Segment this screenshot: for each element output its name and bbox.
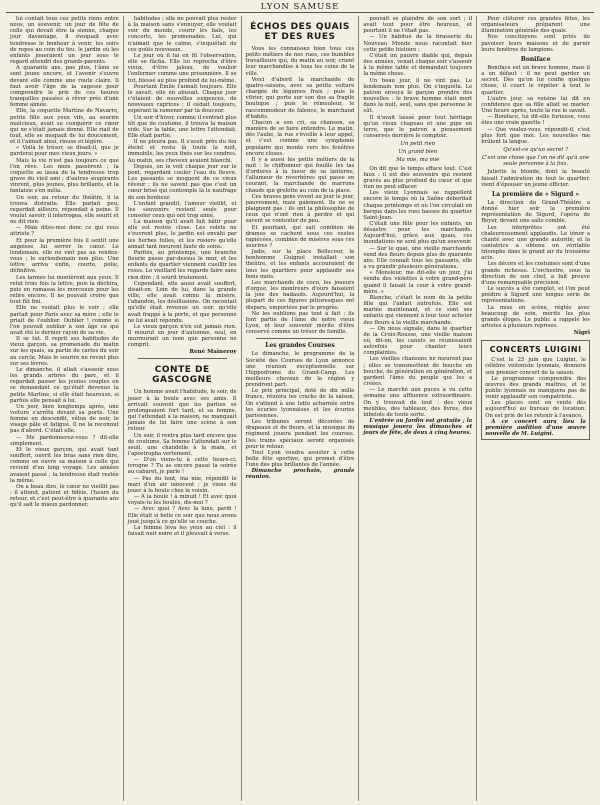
paragraph: Les larmes lui montèrent aux yeux. Il relut trois fois la lettre, puis la déchira, puis en ramassa les morceaux pour les relire encore. Il ne pouvait croire que tout fût fini. xyxy=(10,274,119,306)
paragraph: À quarante ans, pas plus, l'âme se sent jeune encore, et l'avenir s'ouvre devant elle comme une route claire. Il faut avoir l'âge de la sagesse pour comprendre le prix de ces heures tranquilles passées à rêver près d'une femme aimée. xyxy=(10,65,119,109)
columns xyxy=(6,16,594,801)
paragraph: — Que voulez-vous, répondit-il, c'est plus fort que moi. Les nouvelles me brûlent la langue. xyxy=(481,126,590,145)
paragraph: Pour clôturer ces grandes fêtes, les organisateurs préparent une illumination générale des quais. xyxy=(481,16,590,35)
paragraph: — Le marché aux puces a vu cette semaine une affluence extraordinaire. On y trouvait de tout : des vieux meubles, des tableaux, des livres, des bibelots de toute sorte. xyxy=(363,387,473,418)
paragraph: Un beau jour, il ne vint pas. Le lendemain non plus. On s'inquiéta. Le patron envoya le garçon prendre des nouvelles : le brave homme était mort dans la nuit, seul, sans que personne le sût. xyxy=(363,77,473,115)
paragraph: C'était une fête pour les enfants, un désastre pour les marchands. Aujourd'hui, grâce aux quais, ces inondations ne sont plus qu'un souvenir. xyxy=(363,221,473,246)
closing-notice: À ce concert aura lieu la première audition d'une œuvre nouvelle de M. Luigini. xyxy=(485,418,586,438)
paragraph: Ces braves gens vivent au jour le jour, pauvrement, mais gaiement. Ils ne se plaignent pas ; ils ont la philosophie de ceux qui n'ont rien à perdre et qui savent se contenter de peu. xyxy=(245,193,355,225)
verse-line: Qu'est-ce qu'un secret ? xyxy=(503,146,568,153)
paragraph: La femme leva les yeux au ciel : il faisait nuit noire et il pleuvait à verse. xyxy=(127,524,237,538)
paragraph: — Sur le quai, une vieille marchande vend des fleurs depuis plus de quarante ans. Elle connaît tous les passants, elle a vu grandir plusieurs générations. xyxy=(363,245,473,271)
paragraph: Cependant, elle aussi avait souffert, disait-on. Loin de lui, dans la grande ville, elle avait connu la misère, l'abandon, les désillusions. On racontait qu'elle était revenue un soir, qu'elle avait frappé à la porte, et que personne ne lui avait répondu. xyxy=(127,280,237,324)
paragraph: L'enfant grandit, l'amour vieillit, et les souvenirs restent seuls pour consoler ceux qui ont trop aimé. xyxy=(127,200,237,219)
paragraph: Un homme avait l'habitude, le soir, de jouer à la boule avec ses amis. Il arrivait souvent que les parties se prolongeaient fort tard, et sa femme, qui l'attendait à la maison, ne manquait jamais de lui faire une scène à son retour. xyxy=(127,389,237,433)
paragraph: Voici d'abord la marchande de quatre-saisons, avec sa petite voiture chargée de légumes frais ; puis le vitrier, qui porte sur son dos sa fragile boutique ; puis le rémouleur, le raccommodeur de faïence, le marchand d'habits. xyxy=(245,76,355,120)
paragraph: Un soir, au retour du théâtre, il la trouva distraite. Elle parlait peu, regardait ailleurs, répondait à peine. Il voulut savoir, il interrogea, elle sourit et ne dit rien. xyxy=(10,194,119,226)
subsection-title: Les grandes Courses xyxy=(265,342,335,350)
paragraph: C'est le 25 juin que Luigini, le célèbre violoniste lyonnais, donnera son premier concert de la saison. xyxy=(485,357,586,376)
paragraph: Jadis, sur la place Bellecour, le bonhomme Guignol installait son théâtre, et les enfants accouraient de tous les quartiers pour applaudir ses bons mots. xyxy=(245,249,355,280)
paragraph: — Me pardonnerez-vous ? dit-elle simplement. xyxy=(10,434,119,447)
concerts-title: CONCERTS LUIGINI xyxy=(489,345,582,355)
paragraph: Les décors et les costumes sont d'une grande richesse. L'orchestre, sous la direction de son chef, a fait preuve d'une remarquable précision. xyxy=(481,261,590,286)
paragraph: Un soir, il rentra plus tard encore que de coutume. Sa femme l'attendait sur le seuil, une chandelle à la main, et l'apostropha vertement. xyxy=(127,432,237,457)
paragraph: Il y a aussi les petits métiers de la nuit : le chiffonnier qui fouille les tas d'ordures à la lueur de sa lanterne, l'allumeur de réverbères qui passe en courant, la marchande de marrons chauds qui grelotte au coin de la place. xyxy=(245,156,355,194)
paragraph: « Monsieur, me dit-elle un jour, j'ai vendu des violettes à votre grand-père quand il faisait la cour à votre grand-mère. » xyxy=(363,270,473,295)
paragraph: C'était un pauvre diable qui, depuis des années, venait chaque soir s'asseoir à la même table et demandait toujours la même chose. xyxy=(363,52,473,78)
paragraph: La maison qu'il avait fait bâtir pour elle est restée close. Les volets ne s'ouvrent plus, le jardin est envahi par les herbes folles, et les rosiers qu'elle aimait tant meurent faute de soins. xyxy=(127,219,237,250)
paragraph: On dit que le temps efface tout. C'est faux : il est des souvenirs qui restent gravés au plus profond du cœur et que rien ne peut effacer. xyxy=(363,165,473,191)
paragraph: Il n'avait laissé pour tout héritage qu'un vieux chapeau et une pipe en terre, que le patron a pieusement conservés derrière le comptoir. xyxy=(363,114,473,139)
paragraph: Nos concitoyens sont priés de pavoiser leurs maisons et de garnir leurs fenêtres de lampions. xyxy=(481,34,590,53)
paragraph: — Un habitué de la brasserie du Nouveau Monde nous racontait hier cette petite histoire : xyxy=(363,34,473,53)
paragraph: Le dimanche, il allait s'asseoir sous les grands arbres du parc, et il regardait passer les jeunes couples en se demandant ce qu'était devenue la petite Martine, si elle était heureuse, si parfois elle pensait à lui. xyxy=(10,366,119,404)
divider-rule xyxy=(138,358,227,359)
section-title: CONTE DE GASCOGNE xyxy=(152,365,213,386)
paragraph: Les vieilles chansons ne meurent pas ; elles se transmettent de bouche en bouche, de génération en génération, et gardent l'âme du peuple qui les a créées. xyxy=(363,356,473,388)
column-3 xyxy=(241,16,359,801)
paragraph: — Avec quoi ? Avec la lune, pardi ! Elle était si belle ce soir que nous avons joué jusqu'à ce qu'elle se couche. xyxy=(127,506,237,525)
paragraph: « Voilà le trésor, se disait-il, que je garderai pour mes vieux jours. » xyxy=(10,145,119,158)
paragraph: Pourtant Émile l'aimait toujours. Elle le savait, elle en abusait. Chaque jour c'étaient de nouvelles exigences, de nouveaux caprices ; il cédait toujours, espérant la ramener par la douceur. xyxy=(127,83,237,115)
paragraph: Le jour où il lui en fit l'observation, elle se fâcha. Elle lui reprocha d'être vieux, d'être jaloux, de vouloir l'enfermer comme une prisonnière. Il se tut, blessé au plus profond de lui-même. xyxy=(127,52,237,84)
closing-notice: L'entrée au Jardin est gratuite ; la musique jouera les dimanches et jours de fête, de deux à cinq heures. xyxy=(363,418,473,437)
paragraph: Vous les connaissez bien tous ces petits métiers de nos rues, ces humbles travailleurs qui, du matin au soir, crient leur marchandise à tous les coins de la ville. xyxy=(245,46,355,77)
subsection-title: Boniface xyxy=(520,55,551,63)
column-4 xyxy=(358,16,476,801)
paragraph: Depuis, on le voit chaque jour sur le pont, regardant couler l'eau du fleuve. Les passants se moquent de ce vieux rêveur ; ils ne savent pas que c'est un cœur brisé qui contemple là le naufrage de son bonheur. xyxy=(127,163,237,201)
paragraph: L'autre jour, sa voisine lui dit en confidence que sa fille allait se marier. Une heure après, toute la rue le savait. xyxy=(481,95,590,115)
paragraph: Un soir d'hiver, comme il rentrait plus tôt que de coutume, il trouva la maison vide. Sur la table, une lettre l'attendait. Elle était partie. xyxy=(127,114,237,139)
concerts-box xyxy=(481,340,590,440)
divider-rule xyxy=(256,338,345,339)
running-head: LYON SAMUSE xyxy=(6,2,594,13)
paragraph: Mais la vie n'est pas toujours ce que l'on rêve. Les mois passèrent ; la coquette se lassa de la tendresse trop grave du vieil ami ; d'autres soupirants vinrent, plus jeunes, plus brillants, et la fantaisie s'en mêla. xyxy=(10,157,119,195)
paragraph: Parfois, au printemps, une branche fleurie passe par-dessus le mur, et les enfants du quartier viennent cueillir les roses. Le vieillard les regarde faire sans rien dire ; il sourit tristement. xyxy=(127,249,237,281)
paragraph: Juliette la blonde, dont la beauté faisait l'admiration de tout le quartier, vient d'épouser un jeune officier. xyxy=(481,169,590,188)
column-1 xyxy=(6,16,123,801)
paragraph: Les interprètes ont été chaleureusement applaudis. Le ténor a chanté avec une grande autorité, et la cantatrice a obtenu un véritable triomphe dans le grand air du troisième acte. xyxy=(481,224,590,262)
verse-line: Un grand bien xyxy=(398,149,438,156)
paragraph: lui contait tous ces petits riens entre nous, un souvenir, un jour de fête de celle qui devait être la sienne, chaque jour davantage, il évoquait avec tendresse le bonheur à venir, les soirs de repos au coin du feu, le jardin où les enfants joueraient un jour sous le regard attendri des grands-parents. xyxy=(10,16,119,66)
paragraph: — Mais dites-moi donc ce qui vous attriste ? xyxy=(10,225,119,238)
subsection-title: La première de « Sigurd » xyxy=(491,190,580,198)
paragraph: Il ne pleura pas. Il s'assit près du feu éteint et resta là toute la nuit, immobile, les yeux fixés sur les cendres. Au matin, ses cheveux avaient blanchi. xyxy=(127,139,237,164)
closing-line: Dimanche prochain, grande réunion. xyxy=(245,468,355,481)
paragraph: Le dimanche, le programme de la Société des Courses de Lyon annonce une réunion exceptionnelle sur l'hippodrome du Grand-Camp. Les meilleurs chevaux de la région y prendront part. xyxy=(245,351,355,389)
paragraph: Boniface est un brave homme, mais il a un défaut : il ne peut garder un secret. Dès qu'on lui confie quelque chose, il court le répéter à tout le quartier. xyxy=(481,64,590,96)
paragraph: Il se tut. Il reprit ses habitudes de vieux garçon, sa promenade du matin sur les quais, sa partie de cartes du soir au cercle. Mais le sourire ne revint plus sur ses lèvres. xyxy=(10,336,119,367)
paragraph: Et le vieux garçon, qui avait tant souffert, ouvrit les bras sans rien dire, comme on ouvre sa maison à celle qui revient d'un long voyage. Les années avaient passé ; la tendresse était restée la même. xyxy=(10,446,119,484)
paragraph: pouvait se plaindre de son sort ; il avait tout pour être heureux, et pourtant il ne l'était pas. xyxy=(363,16,473,35)
author-signature: Nigri xyxy=(573,330,590,337)
paragraph: Le prix principal, doté de dix mille francs, réunira les cracks de la saison. On s'attend à une lutte acharnée entre les écuries lyonnaises et les écuries parisiennes. xyxy=(245,388,355,419)
paragraph: Les marchands de coco, les joueurs d'orgue, les montreurs d'ours faisaient la joie des badauds. Aujourd'hui, la plupart de ces figures pittoresques ont disparu, emportées par le progrès. xyxy=(245,279,355,311)
paragraph: Les vieux Lyonnais se rappellent encore le temps où la Saône débordait chaque printemps et où l'on circulait en barque dans les rues basses du quartier Saint-Jean. xyxy=(363,190,473,221)
verse-line: Un petit rien xyxy=(400,141,436,148)
paragraph: Le programme comprendra des œuvres des grands maîtres, et le public lyonnais ne manquera pas de venir applaudir son compatriote. xyxy=(485,375,586,401)
verse-line: C'est une chose que l'on ne dit qu'à une seule personne à la fois. xyxy=(482,155,590,168)
column-2 xyxy=(123,16,241,801)
paragraph: Tout Lyon voudra assister à cette belle fête sportive, qui promet d'être l'une des plus brillantes de l'année. xyxy=(245,449,355,469)
paragraph: — Boniface, lui dit-elle furieuse, vous êtes une vraie gazette ! xyxy=(481,114,590,127)
paragraph: Les tribunes seront décorées de drapeaux et de fleurs, et la musique du régiment jouera pendant les courses. Des trains spéciaux seront organisés pour le retour. xyxy=(245,419,355,450)
paragraph: Elle, la coquette Martine de Navarre, petite fille aux yeux vifs, au sourire malicieux, avait su conquérir ce cœur qui ne s'était jamais donné. Elle riait de tout, elle se moquait de lui doucement, et il l'aimait ainsi, rieuse et légère. xyxy=(10,108,119,146)
paragraph: Les places sont en vente dès aujourd'hui au bureau de location. On est prié de les retenir à l'avance. xyxy=(485,400,586,419)
paragraph: Chacun a son cri, sa chanson, sa manière de se faire entendre. Le matin, dès l'aube, la rue s'éveille à leur appel, et c'est comme une symphonie populaire qui monte vers les fenêtres encore closes. xyxy=(245,119,355,157)
paragraph: La direction du Grand-Théâtre a donné hier soir la première représentation de Sigurd, l'opéra de Reyer, devant une salle comble. xyxy=(481,199,590,225)
paragraph: habitudes ; elle ne pouvait plus rester à la maison sans s'ennuyer, elle voulait voir du monde, courir les bals, les concerts, les promenades. Lui, qui n'aimait que le calme, s'inquiétait de ces goûts nouveaux. xyxy=(127,16,237,53)
paragraph: Ne les oublions pas tout à fait : ils font partie de l'âme de notre vieux Lyon, et leur souvenir mérite d'être conservé comme un trésor de famille. xyxy=(245,310,355,336)
paragraph: Blanche, c'était le nom de la petite fille qui l'aidait autrefois. Elle est mariée maintenant, et ce sont ses enfants qui viennent à leur tour acheter des fleurs à la vieille marchande. xyxy=(363,294,473,326)
paragraph: Le vieux garçon n'en sut jamais rien. Il mourut un jour d'automne, seul, en murmurant un nom que personne ne comprit. xyxy=(127,323,237,349)
paragraph: Elle ne voulait plus le voir ; elle partait pour Paris avec sa mère ; elle le priait de l'oublier. Oublier ! comme si l'on pouvait oublier à son âge ce qui avait été le dernier rayon de sa vie. xyxy=(10,305,119,336)
paragraph: La mise en scène, réglée avec beaucoup de soin, mérite les plus grands éloges. Le public a rappelé les artistes à plusieurs reprises. xyxy=(481,304,590,330)
column-5 xyxy=(476,16,594,801)
verse-line: Ma mie, ma mie xyxy=(396,157,440,164)
paragraph: Le succès a été complet, et l'on peut prédire à Sigurd une longue série de représentations. xyxy=(481,286,590,305)
paragraph: — Pas du tout, ma mie, répondit le mari d'un air innocent ; je viens de jouer à la boule chez le voisin. xyxy=(127,475,237,494)
paragraph: — D'où viens-tu à cette heure-ci, ivrogne ? Tu as encore passé la soirée au cabaret, je parie ! xyxy=(127,457,237,476)
paragraph: Un jour, bien longtemps après, une voiture s'arrêta devant sa porte. Une femme en descendit, vêtue de noir, le visage pâle et fatigué. Il ne la reconnut pas d'abord. C'était elle. xyxy=(10,403,119,435)
paragraph: Et pour la première fois il sentit une angoisse lui serrer le cœur. Le lendemain, elle ne vint pas au rendez-vous ; le surlendemain non plus. Une lettre arriva enfin, courte, polie, définitive. xyxy=(10,237,119,275)
paragraph: On a beau dire, le cœur ne vieillit pas ; il attend, patient et fidèle, l'heure du retour, et c'est peut-être à quarante ans qu'il sait le mieux pardonner. xyxy=(10,483,119,509)
section-title: ÉCHOS DES QUAIS ET DES RUES xyxy=(250,22,350,42)
paragraph: — On nous signale, dans le quartier de la Croix-Rousse, une vieille maison où, dit-on, les canuts se réunissaient autrefois pour chanter leurs complaintes. xyxy=(363,325,473,357)
paragraph: Et pourtant, qui sait combien de drames se cachent sous ces vestes rapiécées, combien de misères sous ces sourires ? xyxy=(245,224,355,249)
author-signature: René Maineroy xyxy=(189,349,237,356)
paragraph: — À la boule ! à minuit ! Et avec quoi voyais-tu les boules, dis-moi ? xyxy=(127,494,237,507)
